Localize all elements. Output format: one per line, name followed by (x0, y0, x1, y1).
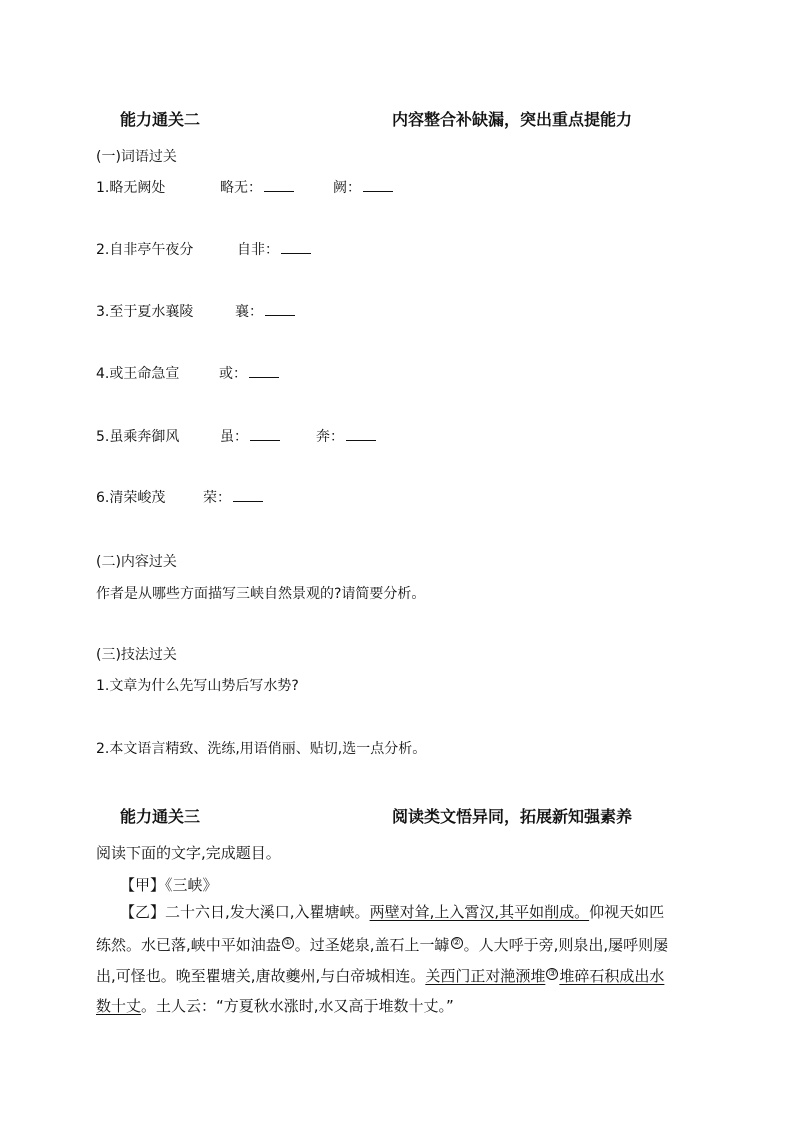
question-text: 1.文章为什么先写山势后写水势? (96, 678, 299, 694)
passage-text: 二十六日,发大溪口,入瞿塘峡。 (165, 903, 370, 921)
passage-title: 【甲】《三峡》 (120, 876, 218, 894)
section-title: 能力通关二 (120, 110, 201, 129)
answer-blank[interactable] (233, 489, 263, 502)
vocab-item (96, 363, 179, 383)
answer-field[interactable] (220, 426, 280, 446)
answer-blank[interactable] (265, 303, 295, 316)
passage-label: 【乙】 (120, 903, 166, 921)
vocab-phrase: 2.自非亭午夜分 (96, 242, 194, 258)
vocab-item (96, 301, 193, 321)
answer-label: 虽： (220, 429, 248, 445)
answer-blank[interactable] (264, 179, 294, 192)
passage-text: 。过圣姥泉,盖石上一罅 (294, 936, 450, 954)
vocab-item (96, 177, 165, 197)
answer-field[interactable] (219, 363, 279, 383)
answer-field[interactable] (316, 426, 376, 446)
vocab-item (96, 239, 193, 259)
vocab-item (96, 487, 165, 507)
vocab-phrase: 5.虽乘奔御风 (96, 429, 180, 445)
underlined-text: 堆碎石积成出水 (559, 967, 665, 985)
answer-label: 襄： (235, 304, 263, 320)
underlined-text: 两壁对耸,上入霄汉,其平如削成。 (369, 903, 590, 921)
question-text: 作者是从哪些方面描写三峡自然景观的?请简要分析。 (96, 586, 426, 602)
answer-field[interactable] (235, 301, 295, 321)
answer-field[interactable] (203, 487, 263, 507)
vocab-phrase: 6.清荣峻茂 (96, 490, 166, 506)
answer-field[interactable] (333, 177, 393, 197)
section-title: 能力通关三 (120, 807, 201, 826)
answer-label: 荣： (203, 490, 231, 506)
answer-label: 或： (219, 366, 247, 382)
passage-line (96, 937, 668, 953)
passage-text: 练然。水已落,峡中平如油盎 (96, 936, 281, 954)
answer-label: 奔： (316, 429, 344, 445)
vocab-item (96, 426, 179, 446)
answer-field[interactable] (220, 177, 294, 197)
vocab-phrase: 4.或王命急宣 (96, 366, 180, 382)
answer-label: 自非： (237, 242, 279, 258)
section-subtitle: 内容整合补缺漏，突出重点提能力 (392, 110, 633, 129)
passage-text: 出,可怪也。晚至瞿塘关,唐故夔州,与白帝城相连。 (96, 967, 426, 985)
passage-line (120, 905, 664, 920)
footnote-marker: ① (283, 938, 292, 948)
underlined-text: 数十丈 (96, 997, 142, 1015)
underlined-text: 关西门正对滟滪堆 (425, 967, 546, 985)
passage-line (96, 968, 664, 984)
passage-text: 。人大呼于旁,则泉出,屡呼则屡 (463, 936, 669, 954)
answer-blank[interactable] (250, 428, 280, 441)
section-subtitle: 阅读类文悟异同，拓展新知强素养 (392, 807, 633, 826)
answer-blank[interactable] (346, 428, 376, 441)
answer-blank[interactable] (363, 179, 393, 192)
footnote-marker: ③ (548, 969, 557, 979)
answer-blank[interactable] (281, 241, 311, 254)
question-text: 2.本文语言精致、洗练,用语俏丽、贴切,选一点分析。 (96, 741, 427, 757)
answer-label: 略无： (220, 180, 262, 196)
answer-field[interactable] (237, 239, 311, 259)
footnote-marker: ② (452, 938, 461, 948)
part-heading: (三)技法过关 (96, 647, 177, 663)
passage-text: 。土人云：“方夏秋水涨时,水又高于堆数十丈。” (141, 997, 454, 1015)
vocab-phrase: 3.至于夏水襄陵 (96, 304, 194, 320)
answer-blank[interactable] (249, 365, 279, 378)
passage-text: 仰视天如匹 (589, 903, 665, 921)
vocab-phrase: 1.略无阙处 (96, 180, 166, 196)
instruction-text: 阅读下面的文字,完成题目。 (96, 844, 281, 862)
answer-label: 阙： (333, 180, 361, 196)
part-heading: (二)内容过关 (96, 554, 177, 570)
passage-line (96, 999, 454, 1014)
part-heading: (一)词语过关 (96, 149, 177, 165)
